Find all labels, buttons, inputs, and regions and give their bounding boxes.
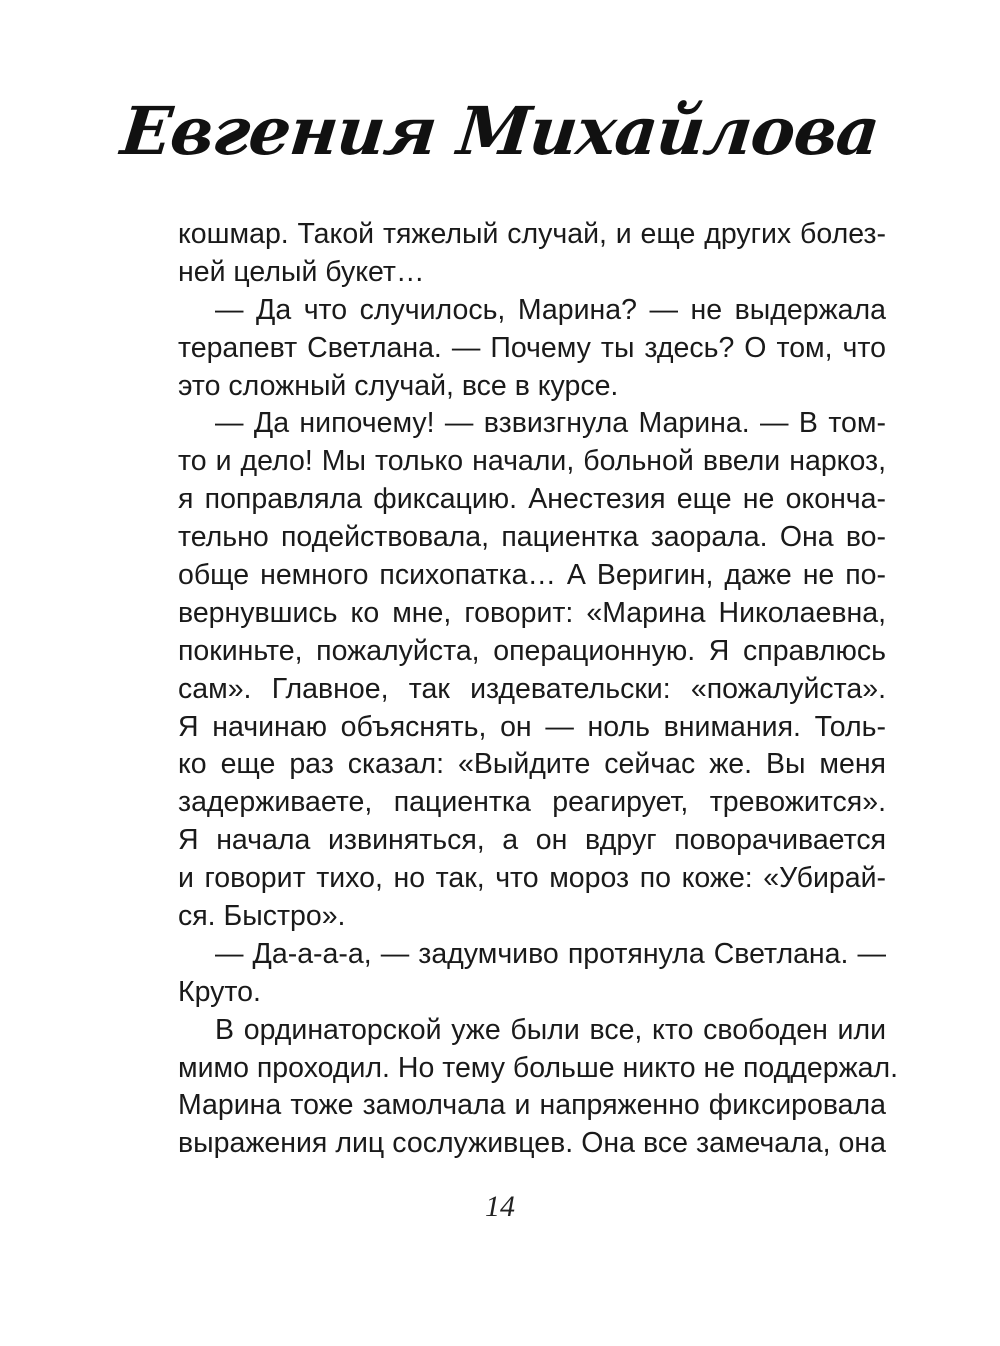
text-line: обще немного психопатка… А Веригин, даже не по- xyxy=(178,559,886,592)
text-line: то и дело! Мы только начали, больной ввели наркоз, xyxy=(178,445,886,478)
text-line: вернувшись ко мне, говорит: «Марина Николаевна, xyxy=(178,596,886,629)
text-line: Я начала извиняться, а он вдруг поворачивается xyxy=(178,824,886,857)
text-line: я поправляла фиксацию. Анестезия еще не оконча- xyxy=(178,483,886,516)
text-line: ся. Быстро». xyxy=(178,900,346,933)
running-head-author: Евгения Михайлова xyxy=(117,92,883,170)
text-line: задерживаете, пациентка реагирует, тревожится». xyxy=(178,786,886,819)
text-line: терапевт Светлана. — Почему ты здесь? О том, что xyxy=(178,331,886,364)
text-line: ней целый букет… xyxy=(178,255,425,288)
text-line: и говорит тихо, но так, что мороз по коже: «Убирай- xyxy=(178,862,886,895)
text-line: кошмар. Такой тяжелый случай, и еще других болез- xyxy=(178,218,886,250)
page-number: 14 xyxy=(485,1190,515,1223)
text-line: Круто. xyxy=(178,975,261,1008)
text-line: — Да нипочему! — взвизгнула Марина. — В том- xyxy=(215,407,886,440)
text-line: Я начинаю объяснять, он — ноль внимания. Толь- xyxy=(178,710,886,743)
text-line: Марина тоже замолчала и напряженно фиксировала xyxy=(178,1089,886,1122)
text-line: — Да-а-а-а, — задумчиво протянула Светлана. — xyxy=(215,937,886,970)
text-line: — Да что случилось, Марина? — не выдержала xyxy=(215,293,886,326)
text-line: мимо проходил. Но тему больше никто не поддержал. xyxy=(178,1051,899,1084)
text-line: сам». Главное, так издевательски: «пожалуйста». xyxy=(178,672,886,705)
body-text xyxy=(178,216,899,1163)
text-line: выражения лиц сослуживцев. Она все замечала, она xyxy=(178,1127,886,1160)
text-line: покиньте, пожалуйста, операционную. Я справлюсь xyxy=(178,634,886,667)
text-line: ко еще раз сказал: «Выйдите сейчас же. Вы меня xyxy=(178,748,886,781)
text-line: это сложный случай, все в курсе. xyxy=(178,369,619,402)
text-line: В ординаторской уже были все, кто свободен или xyxy=(215,1013,886,1046)
text-line: тельно подействовала, пациентка заорала. Она во- xyxy=(178,521,886,554)
